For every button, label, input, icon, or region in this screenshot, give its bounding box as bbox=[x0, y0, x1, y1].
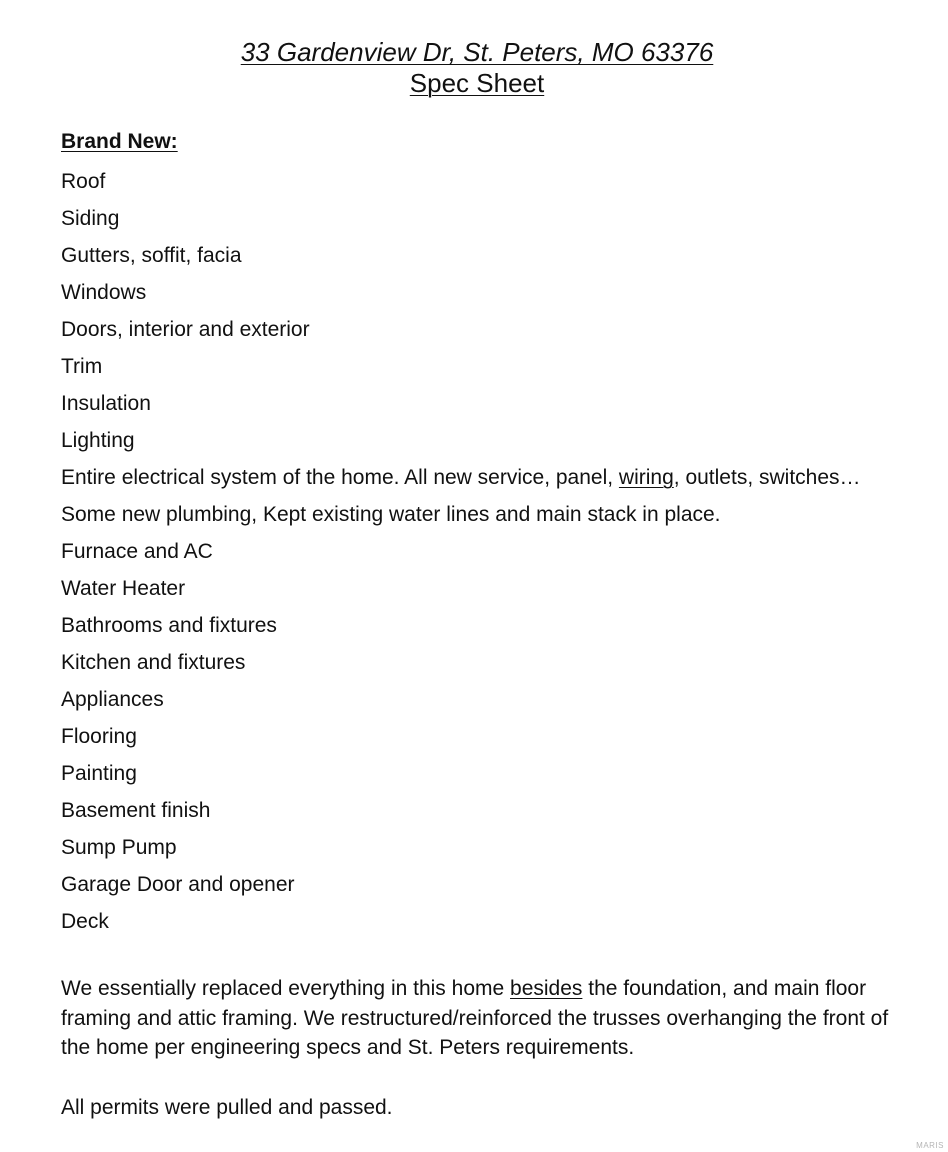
property-address-title: 33 Gardenview Dr, St. Peters, MO 63376 bbox=[240, 37, 714, 67]
list-item-water-heater: Water Heater bbox=[61, 577, 186, 600]
list-item-kitchen: Kitchen and fixtures bbox=[61, 651, 246, 674]
summary-text-end: the foundation, and main floor framing and attic framing. We restructured/reinforced the trusses overhanging the front of the home per engineering specs and St. Peters requirements. bbox=[61, 977, 889, 1059]
list-item-garage: Garage Door and opener bbox=[61, 873, 295, 896]
list-item-lighting: Lighting bbox=[61, 429, 135, 452]
electrical-underlined-word: wiring bbox=[618, 466, 674, 489]
summary-text-start: We essentially replaced everything in this home bbox=[61, 977, 511, 1000]
maris-watermark: MARIS bbox=[916, 1141, 944, 1150]
list-item-siding: Siding bbox=[61, 207, 120, 230]
list-item-electrical bbox=[61, 463, 861, 500]
list-item-gutters: Gutters, soffit, facia bbox=[61, 244, 242, 267]
list-item-appliances: Appliances bbox=[61, 688, 164, 711]
permits-paragraph: All permits were pulled and passed. bbox=[61, 1096, 393, 1119]
list-item-deck: Deck bbox=[61, 910, 109, 933]
summary-paragraph bbox=[61, 974, 901, 1063]
summary-underlined-word: besides bbox=[510, 977, 583, 1000]
list-item-painting: Painting bbox=[61, 762, 137, 785]
list-item-insulation: Insulation bbox=[61, 392, 151, 415]
list-item-roof: Roof bbox=[61, 170, 106, 193]
electrical-text-start: Entire electrical system of the home. All new service, panel, bbox=[61, 466, 619, 489]
list-item-flooring: Flooring bbox=[61, 725, 137, 748]
list-item-doors: Doors, interior and exterior bbox=[61, 318, 310, 341]
list-item-plumbing: Some new plumbing, Kept existing water lines and main stack in place. bbox=[61, 503, 721, 526]
list-item-trim: Trim bbox=[61, 355, 103, 378]
list-item-windows: Windows bbox=[61, 281, 147, 304]
brand-new-list bbox=[61, 167, 861, 944]
list-item-sump-pump: Sump Pump bbox=[61, 836, 177, 859]
list-item-furnace: Furnace and AC bbox=[61, 540, 213, 563]
spec-sheet-subtitle: Spec Sheet bbox=[409, 68, 545, 98]
list-item-bathrooms: Bathrooms and fixtures bbox=[61, 614, 277, 637]
electrical-text-end: , outlets, switches… bbox=[673, 466, 861, 489]
brand-new-heading: Brand New: bbox=[61, 130, 178, 153]
list-item-basement: Basement finish bbox=[61, 799, 211, 822]
document-header bbox=[0, 37, 948, 99]
